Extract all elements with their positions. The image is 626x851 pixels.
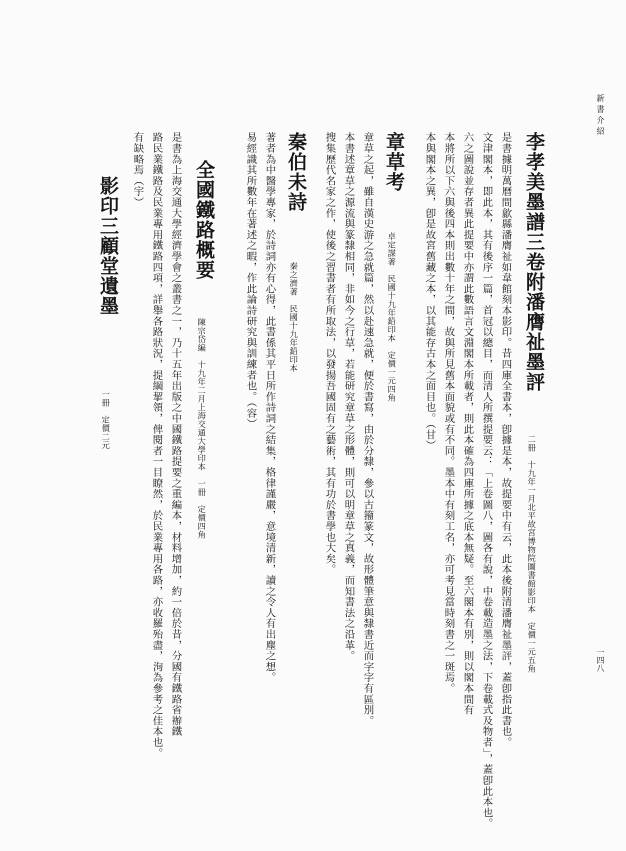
section-header: 新書介紹 <box>596 94 605 138</box>
entry-body-line: 有缺略焉（宇） <box>131 132 144 208</box>
entry-body-line: 本將所以下六與後四本則出數十年之間，故與所見舊本面貌或有不同。墨本中有刻工名，亦可考見當時刻書之一斑焉。 <box>442 132 455 694</box>
entry-title: 影印三顧堂遺墨 <box>97 176 119 316</box>
entry-body-line: 六之圖說並存者異此提要中亦謂此數語言文淵閣本所載者，則此本確為四庫所據之底本無疑。至六閣本有別，則以閣本間有 <box>461 132 474 716</box>
page-number: 一四八 <box>596 648 605 672</box>
entry-body-line: 文津閣本，即此本，其有後序一篇，首冠以總目，而清人所撰提要云：「上卷圖八，圖各有說，中卷載造墨之法，下卷載式及物者」，蓋卽此本也。 <box>480 132 493 829</box>
entry-title: 全國鐵路概要 <box>193 160 215 280</box>
entry-body-line: 路民業鐵路及民業專用鐵路四項，詳舉各路狀況，提綱挈領，俾閱者一目瞭然，於民業專用各路，亦收羅殆盡，洵為參考之佳本也。 <box>150 132 163 759</box>
entry-title: 章草考 <box>383 132 405 192</box>
entry-body-line: 是書據明萬曆間歙縣潘膺祉如韋館刻本影印。昔四庫全書本，卽據是本，故提要中有云，此本後附清潘膺祉墨評，蓋卽指此書也。 <box>499 132 512 748</box>
entry-meta: 一冊 定價二元 <box>101 390 112 450</box>
entry-title: 李孝美墨譜三卷附潘膺祉墨評 <box>523 132 545 392</box>
entry-meta: 卓定謀著 民國十九年鉛印本 定價一元四角 <box>387 232 398 402</box>
entry-body-line: 是書為上海交通大學經濟學會之叢書之一，乃十五年出版之中國鐵路提要之重編本，材料增加，約一倍於昔，分國有鐵路省辦鐵 <box>169 132 182 737</box>
entry-body-line: 著者為中醫學專家，於詩詞亦有心得，此書係其平日所作詩詞之結集，格律謹嚴，意境清新，讀之令人有出塵之想。 <box>263 132 276 683</box>
entry-body-line: 易經識其所數年在著述之暇，作此論詩研究與訓練者也。（容） <box>244 132 257 430</box>
entry-meta: 秦之濟著 民國十九年鉛印本 <box>289 262 300 373</box>
entry-body-line: 本書述章草之源流與篆隸相同，非如今之行草，若能研究章草之形體，則可以明章草之真義，而知書法之沿革。 <box>342 132 355 662</box>
entry-body-line: 搜集歷代名家之作，使後之習書者有所取法，以發揚吾國固有之藝術，其有功於書學也大矣。 <box>323 132 336 575</box>
entry-meta: 陳宗岱編 十九年二月上海交通大學印本 一冊 定價四角 <box>197 318 208 539</box>
entry-title: 秦伯未詩 <box>285 132 307 212</box>
entry-meta: 二冊 十九年一月北平故宮博物院圖書館影印本 定價一元五角 <box>527 435 538 673</box>
entry-body-line: 章草之起，雖自漢史游之急就篇，然以赴速急就，便於書寫，由於分隸，參以古籀篆文，故形體筆意與隸書近而字字有區別。 <box>361 132 374 726</box>
entry-body-line: 本與閣本之異，卽是故宮舊藏之本，以其能存古本之面目也。（甘） <box>423 132 436 451</box>
